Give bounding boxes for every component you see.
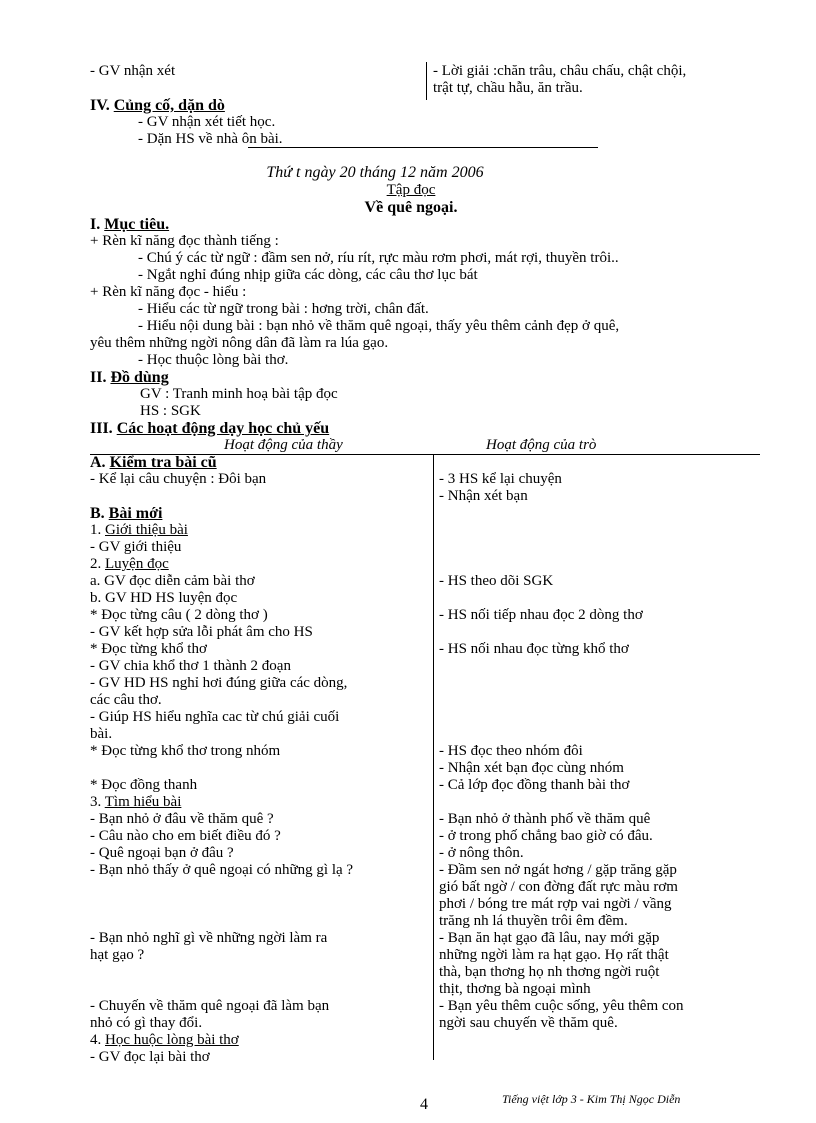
partB-a5-line-2: những ngời làm ra hạt gạo. Họ rất thật bbox=[439, 947, 669, 963]
s1-line-3: - Ngắt nghỉ đúng nhịp giữa các dòng, các câu thơ lục bát bbox=[138, 267, 478, 283]
section4-heading bbox=[90, 97, 225, 114]
partB-n3: 3. bbox=[90, 794, 102, 810]
column-divider-top bbox=[426, 62, 427, 100]
partB-q1: - Bạn nhỏ ở đâu về thăm quê ? bbox=[90, 811, 274, 827]
partB-t10: * Đọc từng khổ thơ trong nhóm bbox=[90, 743, 281, 759]
partB-q5-line-2: hạt gạo ? bbox=[90, 947, 145, 963]
section2-title: Đồ dùng bbox=[110, 369, 169, 386]
section1-title: Mục tiêu. bbox=[104, 216, 170, 233]
partB-label: B. bbox=[90, 505, 105, 522]
partB-a5-line-4: thịt, thơng bà ngoại mình bbox=[439, 981, 591, 997]
partB-s10: - HS đọc theo nhóm đôi bbox=[439, 743, 583, 759]
partB-a4-line-2: gió bất ngờ / con đờng đất rực màu rơm bbox=[439, 879, 678, 895]
partB-a3: - ở nông thôn. bbox=[439, 845, 524, 861]
section4-line-1: - GV nhận xét tiết học. bbox=[138, 114, 276, 130]
partA-label: A. bbox=[90, 454, 106, 471]
s1-line-7: yêu thêm những ngời nông dân đã làm ra lúa gạo. bbox=[90, 335, 389, 351]
partB-t8b: các câu thơ. bbox=[90, 692, 162, 708]
partB-t6: * Đọc từng khổ thơ bbox=[90, 641, 207, 657]
partB-t9: - Giúp HS hiểu nghĩa cac từ chú giải cuối bbox=[90, 709, 340, 725]
s2-gv: GV : Tranh minh hoạ bài tập đọc bbox=[140, 386, 338, 402]
partB-a5-line-3: thà, bạn thơng họ nh thơng ngời ruột bbox=[439, 964, 660, 980]
s1-line-5: - Hiểu các từ ngữ trong bài : hơng trời, chân đất. bbox=[138, 301, 429, 317]
column-divider bbox=[433, 455, 434, 1060]
section3-num: III. bbox=[90, 420, 113, 437]
partA-student-1: - 3 HS kể lại chuyện bbox=[439, 471, 562, 487]
lesson-date: Thứ t ngày 20 tháng 12 năm 2006 bbox=[266, 164, 484, 181]
partB-h3: Tìm hiểu bài bbox=[104, 794, 182, 810]
partB-q6-line-2: nhỏ có gì thay đổi. bbox=[90, 1015, 203, 1031]
footer-credit: Tiếng việt lớp 3 - Kim Thị Ngọc Diễn bbox=[502, 1092, 681, 1106]
s1-line-1: + Rèn kĩ năng đọc thành tiếng : bbox=[90, 233, 279, 249]
partB-n1: 1. bbox=[90, 522, 102, 538]
page-number: 4 bbox=[420, 1096, 428, 1113]
partB-sub2 bbox=[90, 556, 169, 573]
partB-sub4 bbox=[90, 1032, 239, 1049]
partB-t8: - GV HD HS nghỉ hơi đúng giữa các dòng, bbox=[90, 675, 348, 691]
partB-q6-line-1: - Chuyến về thăm quê ngoại đã làm bạn bbox=[90, 998, 330, 1014]
partB-q3: - Quê ngoại bạn ở đâu ? bbox=[90, 845, 234, 861]
top-left-note: - GV nhận xét bbox=[90, 63, 176, 79]
partB-a5-line-1: - Bạn ăn hạt gạo đã lâu, nay mới gặp bbox=[439, 930, 660, 946]
partB-s10b: - Nhận xét bạn đọc cùng nhóm bbox=[439, 760, 624, 776]
partB-h1: Giới thiệu bài bbox=[105, 522, 188, 538]
lesson-subject: Tập đọc bbox=[386, 182, 436, 198]
partB-t4: * Đọc từng câu ( 2 dòng thơ ) bbox=[90, 607, 268, 623]
partA-title: Kiểm tra bài cũ bbox=[109, 454, 217, 471]
top-right-line-2: trật tự, chầu hẫu, ăn trầu. bbox=[433, 80, 583, 96]
partB-title: Bài mới bbox=[108, 505, 163, 522]
partB-t3: b. GV HD HS luyện đọc bbox=[90, 590, 238, 606]
separator-line bbox=[248, 147, 598, 148]
partB-q2: - Câu nào cho em biết điều đó ? bbox=[90, 828, 281, 844]
partB-t2: a. GV đọc diễn cảm bài thơ bbox=[90, 573, 255, 589]
s2-hs: HS : SGK bbox=[140, 403, 201, 419]
partB-a1: - Bạn nhỏ ở thành phố về thăm quê bbox=[439, 811, 651, 827]
partB-h4: Học huộc lòng bài thơ bbox=[105, 1032, 239, 1048]
s1-line-4: + Rèn kĩ năng đọc - hiểu : bbox=[90, 284, 247, 300]
partB-a4-line-3: phơi / bóng tre mát rợp vai ngời / vầng bbox=[439, 896, 672, 912]
partA-teacher-1: - Kể lại câu chuyện : Đôi bạn bbox=[90, 471, 267, 487]
partB-s11: - Cả lớp đọc đồng thanh bài thơ bbox=[439, 777, 630, 793]
partB-a6-line-2: ngời sau chuyến về thăm quê. bbox=[439, 1015, 618, 1031]
section4-num: IV. bbox=[90, 97, 110, 114]
partB-s6: - HS nối nhau đọc từng khổ thơ bbox=[439, 641, 629, 657]
section4-line-2: - Dặn HS về nhà ôn bài. bbox=[138, 131, 283, 147]
section1-num: I. bbox=[90, 216, 101, 233]
section3-heading bbox=[90, 420, 329, 437]
partB-n4: 4. bbox=[90, 1032, 102, 1048]
partA-heading bbox=[90, 454, 217, 471]
lesson-title: Về quê ngoại. bbox=[364, 199, 458, 216]
s1-line-6: - Hiểu nội dung bài : bạn nhỏ về thăm quê ngoại, thấy yêu thêm cảnh đẹp ở quê, bbox=[138, 318, 620, 334]
top-right-line-1: - Lời giải :chăn trâu, châu chấu, chật chội, bbox=[433, 63, 687, 79]
partB-s2: - HS theo dõi SGK bbox=[439, 573, 554, 589]
s1-line-2: - Chú ý các từ ngữ : đầm sen nở, ríu rít, rực màu rơm phơi, mát rợi, thuyền trôi.. bbox=[138, 250, 619, 266]
partB-h2: Luyện đọc bbox=[105, 556, 169, 572]
partB-s4: - HS nối tiếp nhau đọc 2 dòng thơ bbox=[439, 607, 643, 623]
partB-t1: - GV giới thiệu bbox=[90, 539, 182, 555]
partB-sub3 bbox=[90, 794, 181, 811]
partB-a4-line-1: - Đầm sen nở ngát hơng / gặp trăng gặp bbox=[439, 862, 677, 878]
partB-heading bbox=[90, 505, 162, 522]
partB-q5-line-1: - Bạn nhỏ nghĩ gì về những ngời làm ra bbox=[90, 930, 328, 946]
section2-num: II. bbox=[90, 369, 107, 386]
partB-t5: - GV kết hợp sửa lỗi phát âm cho HS bbox=[90, 624, 313, 640]
partB-q4: - Bạn nhỏ thấy ở quê ngoại có những gì lạ ? bbox=[90, 862, 354, 878]
partB-t12: - GV đọc lại bài thơ bbox=[90, 1049, 210, 1065]
section4-title: Củng cố, dặn dò bbox=[113, 97, 225, 114]
partB-n2: 2. bbox=[90, 556, 102, 572]
partB-a4-line-4: trăng nh lá thuyền trôi êm đềm. bbox=[439, 913, 628, 929]
section3-title: Các hoạt động dạy học chủ yếu bbox=[116, 420, 330, 437]
partB-t7: - GV chia khổ thơ 1 thành 2 đoạn bbox=[90, 658, 291, 674]
col-teacher-header: Hoạt động của thầy bbox=[224, 437, 343, 453]
partB-a2: - ở trong phố chẳng bao giờ có đâu. bbox=[439, 828, 653, 844]
partB-a6-line-1: - Bạn yêu thêm cuộc sống, yêu thêm con bbox=[439, 998, 684, 1014]
partB-t9b: bài. bbox=[90, 726, 113, 742]
col-student-header: Hoạt động của trò bbox=[486, 437, 597, 453]
partA-student-2: - Nhận xét bạn bbox=[439, 488, 528, 504]
partB-sub1 bbox=[90, 522, 188, 539]
partB-t11: * Đọc đồng thanh bbox=[90, 777, 198, 793]
section2-heading bbox=[90, 369, 169, 386]
section1-heading bbox=[90, 216, 169, 233]
s1-line-8: - Học thuộc lòng bài thơ. bbox=[138, 352, 289, 368]
